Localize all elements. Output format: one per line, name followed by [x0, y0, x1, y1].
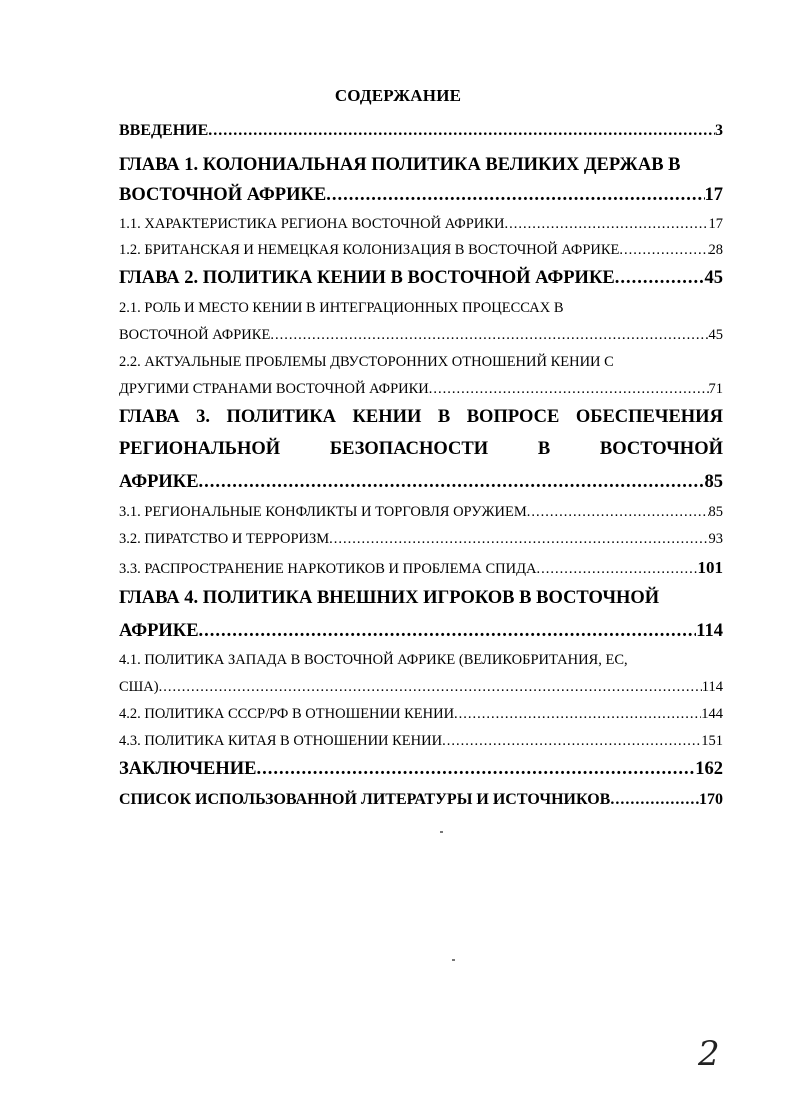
- handwritten-page-number: 2: [698, 1034, 720, 1074]
- toc-page-number: 114: [701, 679, 723, 695]
- toc-entry-2-1-title[interactable]: 2.1. РОЛЬ И МЕСТО КЕНИИ В ИНТЕГРАЦИОННЫХ ПРОЦЕССАХ В: [119, 300, 564, 316]
- toc-page-number: 85: [708, 504, 723, 520]
- toc-page-number: 162: [695, 759, 723, 779]
- toc-dot-leader: [536, 561, 697, 578]
- toc-word: ПОЛИТИКА: [226, 407, 337, 427]
- toc-dot-leader: [454, 706, 701, 723]
- toc-dot-leader: [257, 759, 696, 780]
- toc-page-number: 17: [704, 185, 723, 205]
- scan-speck: [440, 831, 443, 833]
- toc-chapter-3-title-line-2[interactable]: [119, 439, 723, 460]
- toc-dot-leader: [326, 185, 704, 206]
- toc-page-number: 28: [708, 242, 723, 258]
- toc-dot-leader: [329, 531, 708, 548]
- toc-page-number: 144: [701, 706, 723, 722]
- toc-dot-leader: [610, 791, 699, 809]
- toc-word: КЕНИИ: [352, 407, 422, 427]
- toc-page-number: 3: [715, 122, 723, 139]
- toc-word: ГЛАВА: [119, 407, 180, 427]
- toc-entry-1-2[interactable]: [119, 242, 723, 259]
- toc-page-number: 71: [708, 381, 723, 397]
- toc-entry-1-1[interactable]: [119, 216, 723, 233]
- toc-entry-2-1[interactable]: [119, 327, 723, 344]
- toc-entry-chapter-3[interactable]: [119, 472, 723, 493]
- toc-entry-chapter-1[interactable]: [119, 185, 723, 206]
- toc-dot-leader: [615, 268, 705, 289]
- toc-dot-leader: [619, 242, 708, 259]
- toc-entry-3-2[interactable]: [119, 531, 723, 548]
- toc-entry-label: 4.3. ПОЛИТИКА КИТАЯ В ОТНОШЕНИИ КЕНИИ: [119, 733, 443, 749]
- toc-entry-label: ГЛАВА 2. ПОЛИТИКА КЕНИИ В ВОСТОЧНОЙ АФРИКЕ: [119, 268, 615, 288]
- toc-entry-label: ЗАКЛЮЧЕНИЕ: [119, 759, 257, 779]
- toc-word: БЕЗОПАСНОСТИ: [329, 439, 489, 459]
- toc-page-number: 114: [696, 621, 723, 641]
- toc-dot-leader: [429, 381, 709, 398]
- toc-word: ВОСТОЧНОЙ: [599, 439, 723, 459]
- toc-entry-label: 3.3. РАСПРОСТРАНЕНИЕ НАРКОТИКОВ И ПРОБЛЕМА СПИДА: [119, 561, 537, 577]
- toc-dot-leader: [159, 679, 702, 696]
- toc-dot-leader: [270, 327, 708, 344]
- toc-entry-introduction[interactable]: [119, 122, 723, 140]
- toc-word: В: [437, 407, 451, 427]
- toc-entry-4-2[interactable]: [119, 706, 723, 723]
- toc-chapter-1-title[interactable]: ГЛАВА 1. КОЛОНИАЛЬНАЯ ПОЛИТИКА ВЕЛИКИХ ДЕРЖАВ В: [119, 155, 681, 175]
- toc-entry-3-3[interactable]: [119, 558, 723, 578]
- toc-dot-leader: [199, 472, 705, 493]
- toc-entry-label: АФРИКЕ: [119, 472, 199, 492]
- toc-entry-2-2[interactable]: [119, 381, 723, 398]
- toc-page-number: 151: [701, 733, 723, 749]
- toc-entry-label: ВВЕДЕНИЕ: [119, 122, 209, 139]
- toc-entry-label: ВОСТОЧНОЙ АФРИКЕ: [119, 327, 271, 343]
- page-title: СОДЕРЖАНИЕ: [334, 86, 462, 105]
- toc-chapter-3-title-line-1[interactable]: [119, 407, 723, 428]
- toc-dot-leader: [527, 504, 709, 521]
- toc-word: В: [537, 439, 551, 459]
- toc-dot-leader: [199, 621, 697, 642]
- toc-entry-label: 4.2. ПОЛИТИКА СССР/РФ В ОТНОШЕНИИ КЕНИИ: [119, 706, 455, 722]
- toc-entry-label: 3.1. РЕГИОНАЛЬНЫЕ КОНФЛИКТЫ И ТОРГОВЛЯ ОРУЖИЕМ: [119, 504, 527, 520]
- toc-page-number: 17: [708, 216, 723, 232]
- toc-page-number: 170: [699, 791, 723, 808]
- toc-word: РЕГИОНАЛЬНОЙ: [119, 439, 281, 459]
- toc-entry-label: АФРИКЕ: [119, 621, 199, 641]
- toc-entry-conclusion[interactable]: [119, 759, 723, 780]
- toc-dot-leader: [504, 216, 708, 233]
- toc-word: 3.: [196, 407, 211, 427]
- toc-page-number: 85: [704, 472, 723, 492]
- toc-entry-chapter-2[interactable]: [119, 268, 723, 289]
- toc-entry-label: 3.2. ПИРАТСТВО И ТЕРРОРИЗМ: [119, 531, 330, 547]
- toc-entry-label: СПИСОК ИСПОЛЬЗОВАННОЙ ЛИТЕРАТУРЫ И ИСТОЧНИКОВ: [119, 791, 611, 808]
- toc-entry-label: США): [119, 679, 159, 695]
- toc-page-number: 101: [697, 558, 723, 577]
- toc-entry-label: ДРУГИМИ СТРАНАМИ ВОСТОЧНОЙ АФРИКИ: [119, 381, 429, 397]
- toc-entry-2-2-title[interactable]: 2.2. АКТУАЛЬНЫЕ ПРОБЛЕМЫ ДВУСТОРОННИХ ОТНОШЕНИЙ КЕНИИ С: [119, 354, 614, 370]
- toc-entry-4-1[interactable]: [119, 679, 723, 696]
- toc-entry-label: 1.2. БРИТАНСКАЯ И НЕМЕЦКАЯ КОЛОНИЗАЦИЯ В ВОСТОЧНОЙ АФРИКЕ: [119, 242, 620, 258]
- toc-entry-bibliography[interactable]: [119, 791, 723, 809]
- scan-speck: [452, 959, 455, 961]
- toc-entry-4-3[interactable]: [119, 733, 723, 750]
- toc-page-number: 45: [708, 327, 723, 343]
- toc-word: ОБЕСПЕЧЕНИЯ: [575, 407, 723, 427]
- toc-chapter-4-title[interactable]: ГЛАВА 4. ПОЛИТИКА ВНЕШНИХ ИГРОКОВ В ВОСТОЧНОЙ: [119, 588, 660, 608]
- toc-dot-leader: [442, 733, 701, 750]
- toc-entry-label: ВОСТОЧНОЙ АФРИКЕ: [119, 185, 327, 205]
- toc-entry-chapter-4[interactable]: [119, 621, 723, 642]
- toc-entry-3-1[interactable]: [119, 504, 723, 521]
- toc-page-number: 45: [704, 268, 723, 288]
- toc-page-number: 93: [708, 531, 723, 547]
- toc-dot-leader: [208, 122, 715, 140]
- toc-entry-label: 1.1. ХАРАКТЕРИСТИКА РЕГИОНА ВОСТОЧНОЙ АФРИКИ: [119, 216, 505, 232]
- toc-word: ВОПРОСЕ: [466, 407, 560, 427]
- toc-entry-4-1-title[interactable]: 4.1. ПОЛИТИКА ЗАПАДА В ВОСТОЧНОЙ АФРИКЕ (ВЕЛИКОБРИТАНИЯ, ЕС,: [119, 652, 628, 668]
